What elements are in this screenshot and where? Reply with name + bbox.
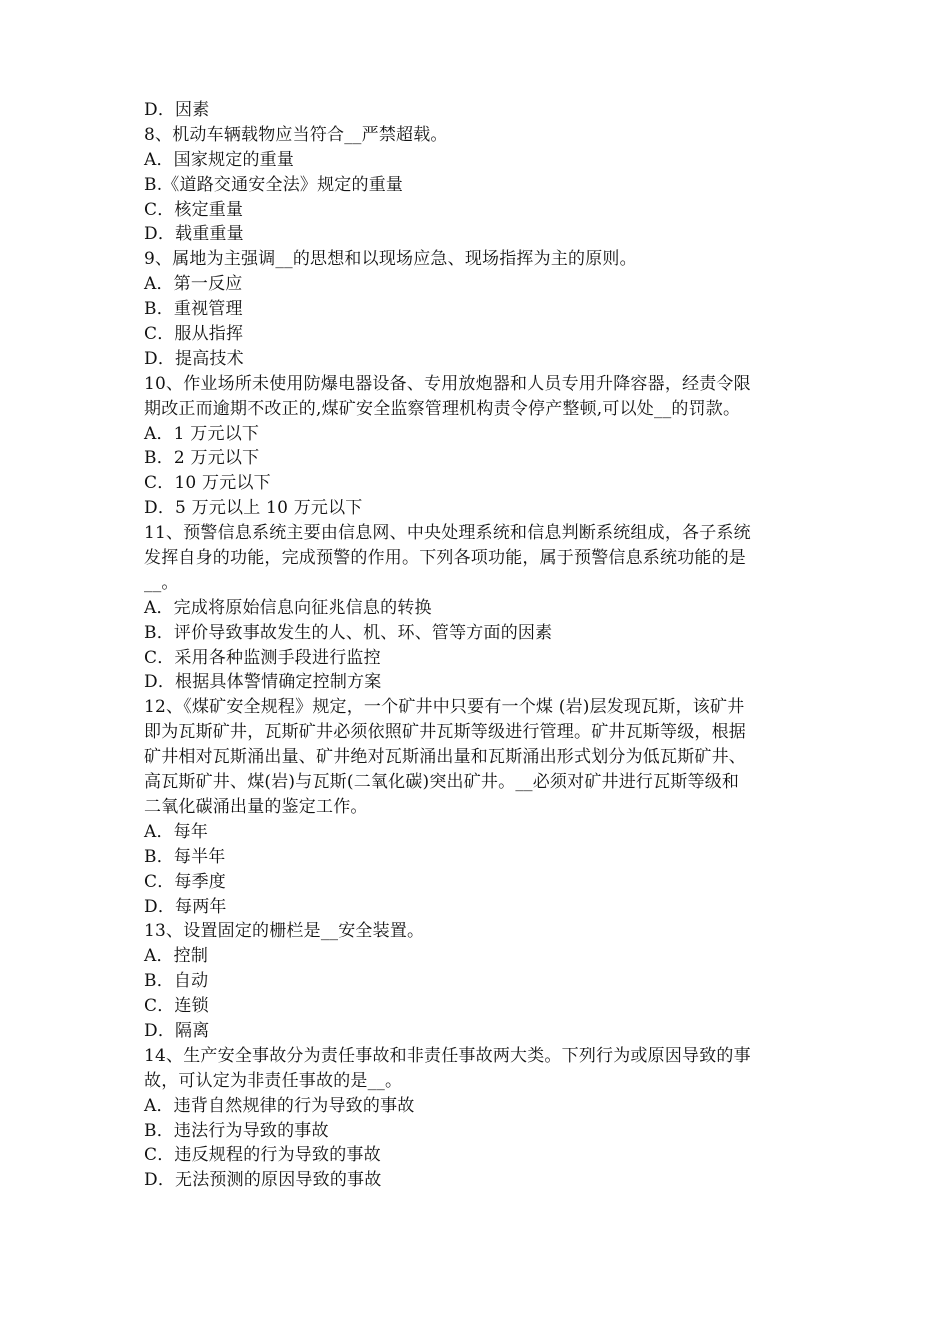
option-line: D．根据具体警情确定控制方案	[144, 672, 382, 693]
option-line: C．违反规程的行为导致的事故	[144, 1145, 381, 1166]
option-line: D．提高技术	[144, 348, 244, 369]
document-page	[144, 98, 808, 1193]
question-line: 11、预警信息系统主要由信息网、中央处理系统和信息判断系统组成，各子系统	[144, 523, 751, 544]
question-line: 10、作业场所未使用防爆电器设备、专用放炮器和人员专用升降容器，经责令限	[144, 373, 751, 394]
question-line: 9、属地为主强调__的思想和以现场应急、现场指挥为主的原则。	[144, 249, 637, 270]
option-line: D．载重重量	[144, 224, 244, 245]
option-line: B．自动	[144, 971, 209, 992]
question-line: 14、生产安全事故分为责任事故和非责任事故两大类。下列行为或原因导致的事	[144, 1045, 751, 1066]
option-line: B．每半年	[144, 846, 226, 867]
option-line: D．5 万元以上 10 万元以下	[144, 498, 363, 519]
option-line: C．连锁	[144, 996, 209, 1017]
option-line: A．每年	[144, 821, 209, 842]
question-line: 矿井相对瓦斯涌出量、矿井绝对瓦斯涌出量和瓦斯涌出形式划分为低瓦斯矿井、	[144, 747, 746, 768]
option-line: B.《道路交通安全法》规定的重量	[144, 174, 404, 195]
option-line: B．重视管理	[144, 299, 243, 320]
option-line: D．每两年	[144, 896, 227, 917]
question-line: 即为瓦斯矿井，瓦斯矿井必须依照矿井瓦斯等级进行管理。矿井瓦斯等级，根据	[144, 722, 746, 743]
option-line: A．1 万元以下	[144, 423, 260, 444]
question-line: 期改正而逾期不改正的,煤矿安全监察管理机构责令停产整顿,可以处__的罚款。	[144, 398, 741, 419]
option-line: D．无法预测的原因导致的事故	[144, 1170, 382, 1191]
option-line: A．完成将原始信息向征兆信息的转换	[144, 597, 432, 618]
option-line: A．违背自然规律的行为导致的事故	[144, 1095, 415, 1116]
option-line: D．隔离	[144, 1020, 210, 1041]
question-line: 二氧化碳涌出量的鉴定工作。	[144, 796, 368, 817]
option-line: A．控制	[144, 946, 209, 967]
question-line: 发挥自身的功能，完成预警的作用。下列各项功能，属于预警信息系统功能的是	[144, 548, 746, 569]
question-line: __。	[144, 572, 179, 593]
option-line: B．2 万元以下	[144, 448, 260, 469]
option-line: B．评价导致事故发生的人、机、环、管等方面的因素	[144, 622, 553, 643]
option-line: C．采用各种监测手段进行监控	[144, 647, 381, 668]
option-line: C．每季度	[144, 871, 227, 892]
option-line: C．核定重量	[144, 199, 244, 220]
question-line: 高瓦斯矿井、煤(岩)与瓦斯(二氧化碳)突出矿井。__必须对矿井进行瓦斯等级和	[144, 772, 740, 793]
option-line: A．国家规定的重量	[144, 149, 295, 170]
option-line: D．因素	[144, 100, 210, 120]
option-line: B．违法行为导致的事故	[144, 1120, 329, 1141]
question-line: 12、《煤矿安全规程》规定，一个矿井中只要有一个煤 (岩)层发现瓦斯，该矿井	[144, 697, 745, 718]
option-line: C．服从指挥	[144, 324, 244, 345]
question-line: 13、设置固定的栅栏是__安全装置。	[144, 921, 425, 942]
option-line: A．第一反应	[144, 274, 243, 295]
question-line: 8、机动车辆载物应当符合__严禁超载。	[144, 124, 448, 145]
question-line: 故，可认定为非责任事故的是__。	[144, 1070, 403, 1091]
option-line: C．10 万元以下	[144, 473, 271, 494]
